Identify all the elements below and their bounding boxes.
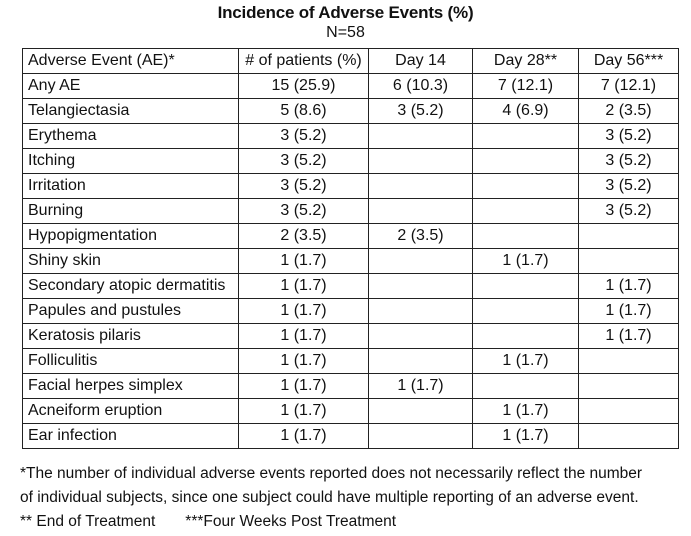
cell-day-56: 1 (1.7) bbox=[579, 324, 679, 349]
table-row bbox=[23, 249, 679, 274]
cell-day-28 bbox=[473, 124, 579, 149]
table-row bbox=[23, 324, 679, 349]
cell-day-56: 7 (12.1) bbox=[579, 74, 679, 99]
cell-day-56 bbox=[579, 399, 679, 424]
cell-patients: 3 (5.2) bbox=[239, 149, 369, 174]
cell-day-28 bbox=[473, 274, 579, 299]
cell-day-14 bbox=[369, 149, 473, 174]
table-row bbox=[23, 99, 679, 124]
cell-day-56 bbox=[579, 224, 679, 249]
table-row bbox=[23, 274, 679, 299]
cell-day-56: 2 (3.5) bbox=[579, 99, 679, 124]
header-patients: # of patients (%) bbox=[239, 49, 369, 74]
table-row bbox=[23, 174, 679, 199]
footnote-asterisk-line1: *The number of individual adverse events reported does not necessarily reflect the number bbox=[20, 465, 643, 482]
cell-day-14 bbox=[369, 199, 473, 224]
cell-day-28: 7 (12.1) bbox=[473, 74, 579, 99]
footnotes bbox=[20, 462, 680, 534]
cell-day-56 bbox=[579, 249, 679, 274]
table-row bbox=[23, 424, 679, 449]
cell-patients: 1 (1.7) bbox=[239, 299, 369, 324]
cell-patients: 1 (1.7) bbox=[239, 274, 369, 299]
table-body bbox=[23, 74, 679, 449]
cell-adverse-event: Burning bbox=[23, 199, 239, 224]
cell-day-14 bbox=[369, 349, 473, 374]
cell-day-14 bbox=[369, 299, 473, 324]
cell-day-14: 3 (5.2) bbox=[369, 99, 473, 124]
cell-day-56: 3 (5.2) bbox=[579, 199, 679, 224]
cell-patients: 3 (5.2) bbox=[239, 124, 369, 149]
cell-patients: 1 (1.7) bbox=[239, 249, 369, 274]
cell-patients: 3 (5.2) bbox=[239, 174, 369, 199]
cell-adverse-event: Telangiectasia bbox=[23, 99, 239, 124]
cell-patients: 1 (1.7) bbox=[239, 324, 369, 349]
cell-patients: 2 (3.5) bbox=[239, 224, 369, 249]
cell-day-56: 3 (5.2) bbox=[579, 174, 679, 199]
table-row bbox=[23, 74, 679, 99]
footnote-four-weeks-post: ***Four Weeks Post Treatment bbox=[185, 513, 397, 530]
table-row bbox=[23, 374, 679, 399]
footnote-asterisk-line2: of individual subjects, since one subject could have multiple reporting of an adverse event. bbox=[20, 489, 639, 506]
header-day-14: Day 14 bbox=[369, 49, 473, 74]
cell-day-14: 2 (3.5) bbox=[369, 224, 473, 249]
cell-patients: 1 (1.7) bbox=[239, 424, 369, 449]
cell-day-14 bbox=[369, 274, 473, 299]
header-day-56: Day 56*** bbox=[579, 49, 679, 74]
cell-day-56: 3 (5.2) bbox=[579, 149, 679, 174]
table-row bbox=[23, 199, 679, 224]
sample-size: N=58 bbox=[326, 24, 365, 41]
cell-day-28 bbox=[473, 149, 579, 174]
table-row bbox=[23, 349, 679, 374]
cell-day-14: 6 (10.3) bbox=[369, 74, 473, 99]
cell-day-56 bbox=[579, 424, 679, 449]
table-row bbox=[23, 224, 679, 249]
cell-patients: 1 (1.7) bbox=[239, 349, 369, 374]
cell-adverse-event: Papules and pustules bbox=[23, 299, 239, 324]
table-row bbox=[23, 149, 679, 174]
cell-day-28: 4 (6.9) bbox=[473, 99, 579, 124]
cell-day-14 bbox=[369, 249, 473, 274]
cell-day-14 bbox=[369, 399, 473, 424]
cell-patients: 3 (5.2) bbox=[239, 199, 369, 224]
cell-adverse-event: Shiny skin bbox=[23, 249, 239, 274]
table-row bbox=[23, 399, 679, 424]
cell-day-56: 1 (1.7) bbox=[579, 274, 679, 299]
cell-day-14 bbox=[369, 424, 473, 449]
footnote-end-of-treatment: ** End of Treatment bbox=[20, 513, 156, 530]
cell-day-28: 1 (1.7) bbox=[473, 349, 579, 374]
cell-day-28 bbox=[473, 374, 579, 399]
adverse-events-table bbox=[22, 48, 679, 449]
cell-day-14 bbox=[369, 124, 473, 149]
cell-adverse-event: Secondary atopic dermatitis bbox=[23, 274, 239, 299]
cell-patients: 15 (25.9) bbox=[239, 74, 369, 99]
cell-patients: 1 (1.7) bbox=[239, 374, 369, 399]
cell-adverse-event: Facial herpes simplex bbox=[23, 374, 239, 399]
footnote-legend bbox=[20, 510, 680, 534]
cell-day-28 bbox=[473, 174, 579, 199]
cell-day-28: 1 (1.7) bbox=[473, 399, 579, 424]
cell-patients: 1 (1.7) bbox=[239, 399, 369, 424]
cell-day-56: 3 (5.2) bbox=[579, 124, 679, 149]
cell-day-28: 1 (1.7) bbox=[473, 249, 579, 274]
cell-day-14: 1 (1.7) bbox=[369, 374, 473, 399]
cell-adverse-event: Any AE bbox=[23, 74, 239, 99]
cell-adverse-event: Keratosis pilaris bbox=[23, 324, 239, 349]
table-row bbox=[23, 299, 679, 324]
cell-day-28 bbox=[473, 324, 579, 349]
cell-day-14 bbox=[369, 324, 473, 349]
cell-day-28 bbox=[473, 224, 579, 249]
cell-adverse-event: Hypopigmentation bbox=[23, 224, 239, 249]
table-title: Incidence of Adverse Events (%) bbox=[217, 3, 474, 22]
cell-day-28 bbox=[473, 299, 579, 324]
cell-day-28 bbox=[473, 199, 579, 224]
cell-day-56 bbox=[579, 374, 679, 399]
cell-day-56: 1 (1.7) bbox=[579, 299, 679, 324]
cell-patients: 5 (8.6) bbox=[239, 99, 369, 124]
cell-adverse-event: Ear infection bbox=[23, 424, 239, 449]
cell-adverse-event: Irritation bbox=[23, 174, 239, 199]
header-row bbox=[23, 49, 679, 74]
table-row bbox=[23, 124, 679, 149]
header-adverse-event: Adverse Event (AE)* bbox=[23, 49, 239, 74]
header-day-28: Day 28** bbox=[473, 49, 579, 74]
cell-day-56 bbox=[579, 349, 679, 374]
cell-day-14 bbox=[369, 174, 473, 199]
cell-adverse-event: Erythema bbox=[23, 124, 239, 149]
cell-adverse-event: Itching bbox=[23, 149, 239, 174]
cell-adverse-event: Acneiform eruption bbox=[23, 399, 239, 424]
cell-adverse-event: Folliculitis bbox=[23, 349, 239, 374]
cell-day-28: 1 (1.7) bbox=[473, 424, 579, 449]
